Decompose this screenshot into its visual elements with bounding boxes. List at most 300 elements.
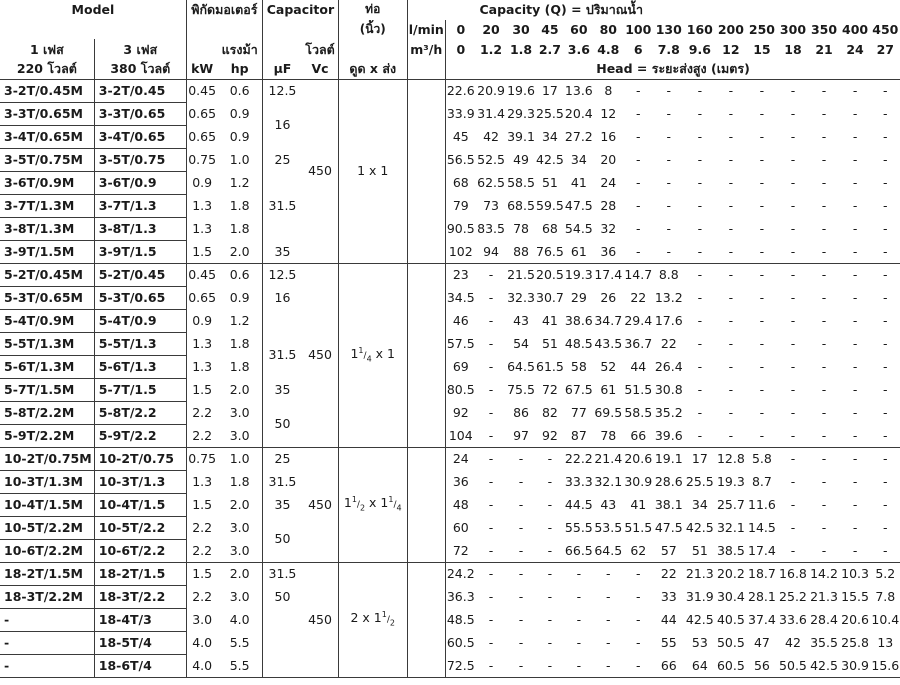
head-value: 13.6: [564, 83, 593, 98]
unit-spacer: [407, 493, 446, 516]
model-1phase: -: [0, 654, 94, 677]
head-value: 42.5: [685, 519, 714, 535]
model-1phase: 3-4T/0.65M: [0, 125, 94, 148]
head-value: 87: [564, 424, 593, 447]
head-value: -: [777, 240, 808, 263]
capacity-header: Capacity (Q) = ปริมาณน้ำ: [479, 2, 643, 18]
head-value: -: [759, 381, 765, 397]
motor-kw: 0.75: [188, 451, 217, 466]
head-value: 20: [600, 151, 617, 167]
head-value: 20.5: [536, 267, 564, 282]
head-value: 75.5: [507, 381, 535, 397]
model-3phase: 3-7T/1.3: [94, 194, 186, 217]
head-value: -: [623, 654, 653, 677]
flow-m3h-5: 4.8: [597, 41, 620, 57]
motor-kw: 1.3: [192, 358, 213, 374]
head-value: -: [790, 404, 796, 420]
head-value: 77: [570, 404, 587, 420]
head-value: 25.5: [536, 105, 564, 121]
pipe-fraction2-denominator: 4: [396, 504, 402, 514]
unit-spacer: [407, 79, 446, 102]
head-value: 42.5: [809, 654, 840, 677]
model-3phase: 3-8T/1.3: [94, 217, 186, 240]
head-value: -: [759, 174, 765, 190]
head-value: 25.5: [685, 473, 714, 489]
flow-m3h-4: 3.6: [567, 41, 590, 57]
head-value: 34: [570, 151, 587, 167]
head-value: 13.2: [654, 289, 683, 305]
model-1phase: 5-7T/1.5M: [0, 378, 94, 401]
head-value: -: [697, 381, 703, 397]
flow-m3h-10: 15: [753, 41, 771, 57]
head-value: 17.4: [746, 539, 777, 562]
capacitor-uf: 31.5: [268, 566, 297, 581]
head-value: -: [821, 151, 827, 167]
head-value: 24: [452, 451, 469, 466]
model-header: Model: [0, 0, 186, 20]
head-value: -: [883, 105, 888, 121]
head-value: -: [697, 312, 703, 328]
model-3phase: 10-4T/1.5: [94, 493, 186, 516]
head-value: -: [728, 381, 734, 397]
head-value: 39.6: [653, 424, 684, 447]
head-value: -: [488, 404, 494, 420]
head-value: -: [883, 220, 888, 236]
flow-lmin-7: 130: [655, 22, 682, 38]
head-value: 31.9: [685, 588, 714, 604]
flow-lmin-13: 400: [842, 22, 869, 38]
capacitor-uf: 31.5: [268, 473, 297, 489]
head-value: 31.4: [477, 105, 505, 121]
head-value: -: [821, 381, 827, 397]
head-value: 7.8: [875, 588, 896, 604]
head-value: -: [666, 151, 672, 167]
head-value: -: [852, 128, 858, 144]
table-row: [0, 378, 900, 401]
head-value: -: [821, 496, 827, 512]
head-value: -: [488, 566, 494, 581]
head-value: 54: [513, 335, 529, 351]
head-value: -: [488, 312, 494, 328]
motor-kw: 0.65: [188, 128, 217, 144]
head-value: 32: [600, 220, 617, 236]
head-value: 104: [446, 424, 476, 447]
head-value: -: [790, 496, 796, 512]
head-value: -: [476, 654, 507, 677]
capacitor-vc: 450: [302, 79, 338, 263]
head-value: -: [809, 539, 840, 562]
table-row: [0, 171, 900, 194]
model-1phase: 5-2T/0.45M: [0, 263, 94, 286]
head-value: -: [623, 240, 653, 263]
head-value: -: [821, 473, 827, 489]
head-value: 34.5: [446, 289, 475, 305]
head-value: -: [821, 519, 827, 535]
head-value: -: [576, 566, 582, 581]
head-value: 78: [513, 220, 529, 236]
head-value: 90.5: [446, 220, 475, 236]
head-value: 82: [541, 404, 558, 420]
model-3phase: 3-6T/0.9: [94, 171, 186, 194]
head-value: -: [666, 174, 672, 190]
head-value: 29.3: [507, 105, 535, 121]
motor-kw: 1.3: [192, 197, 213, 213]
head-value: 38.1: [654, 496, 683, 512]
head-value: 21.4: [594, 451, 623, 466]
head-value: 58.5: [507, 174, 535, 190]
head-value: 17.4: [594, 267, 623, 282]
unit-spacer: [407, 562, 446, 585]
head-value: -: [636, 83, 641, 98]
head-value: -: [488, 611, 494, 627]
flow-m3h-6: 6: [633, 41, 643, 57]
motor-kw: 2.2: [192, 519, 213, 535]
capacitor-vc: 450: [302, 263, 338, 447]
capacitor-uf: 25: [274, 151, 291, 167]
head-value: 32.1: [716, 519, 745, 535]
model-1phase: 10-2T/0.75M: [0, 447, 94, 470]
head-value: -: [759, 151, 765, 167]
head-value: 25.2: [779, 588, 807, 604]
pipe-size: 2 x $1^1/_2$: [338, 562, 407, 677]
volt-header-line1: โวลต์: [302, 39, 338, 59]
head-value: -: [488, 358, 494, 374]
pipe-fraction-numerator: 1: [351, 495, 357, 505]
head-value: -: [790, 105, 796, 121]
table-row: [0, 608, 900, 631]
model-3phase: 18-4T/3: [94, 608, 186, 631]
unit-m3h: m³/h: [407, 39, 446, 59]
motor-hp: 1.8: [217, 194, 262, 217]
head-value: 19.1: [654, 451, 683, 466]
head-value: -: [666, 105, 672, 121]
table-row: [0, 539, 900, 562]
head-value: -: [790, 312, 796, 328]
volt-header-line2: Vc: [302, 59, 338, 79]
head-value: -: [883, 289, 888, 305]
motor-kw: 2.2: [192, 404, 213, 420]
head-value: -: [852, 105, 858, 121]
pipe-size: [338, 79, 407, 263]
head-value: 56: [746, 654, 777, 677]
head-value: -: [728, 267, 734, 282]
head-value: 60: [452, 519, 469, 535]
head-value: -: [728, 83, 734, 98]
head-value: 26: [600, 289, 617, 305]
head-value: -: [476, 424, 507, 447]
head-value: -: [684, 240, 715, 263]
capacitor-uf: 35: [262, 240, 302, 263]
capacitor-header: Capacitor: [262, 0, 338, 20]
head-value: -: [777, 424, 808, 447]
head-value: 35.5: [810, 634, 838, 650]
flow-m3h-1: 1.2: [479, 41, 503, 57]
head-value: 51: [541, 174, 558, 190]
phase1-line1: 1 เฟส: [0, 39, 94, 59]
head-value: 19.3: [716, 473, 745, 489]
table-row: [0, 493, 900, 516]
head-value: 69.5: [594, 404, 623, 420]
pipe-size: $1^1/_4$ x 1: [338, 263, 407, 447]
head-value: -: [488, 519, 494, 535]
table-row: [0, 125, 900, 148]
head-value: -: [852, 519, 858, 535]
head-value: -: [697, 197, 703, 213]
head-value: -: [852, 83, 858, 98]
table-body: [0, 79, 900, 677]
motor-kw: 1.3: [192, 473, 213, 489]
head-value: -: [697, 289, 703, 305]
model-3phase: 18-3T/2.2: [94, 585, 186, 608]
motor-hp: 2.0: [217, 562, 262, 585]
head-value: -: [636, 105, 641, 121]
head-value: 64.5: [507, 358, 535, 374]
model-3phase: 5-4T/0.9: [94, 309, 186, 332]
head-value: 51.5: [624, 519, 653, 535]
head-value: 68: [452, 174, 469, 190]
head-value: -: [883, 267, 888, 282]
head-value: -: [547, 566, 553, 581]
unit-spacer: [407, 171, 446, 194]
head-value: 79: [452, 197, 469, 213]
head-value: 78: [593, 424, 623, 447]
head-value: -: [821, 174, 827, 190]
head-value: -: [547, 519, 553, 535]
head-value: -: [636, 220, 641, 236]
head-value: -: [883, 151, 888, 167]
flow-lmin-4: 60: [570, 22, 588, 38]
head-value: -: [883, 358, 888, 374]
table-row: [0, 148, 900, 171]
capacitor-uf: 50: [274, 588, 291, 604]
head-value: -: [728, 312, 734, 328]
flow-m3h-14: 27: [876, 41, 894, 57]
head-value: 41: [541, 312, 558, 328]
flow-m3h-8: 9.6: [688, 41, 711, 57]
flow-lmin-0: 0: [456, 22, 466, 38]
motor-header: พิกัดมอเตอร์: [186, 0, 262, 20]
head-value: -: [697, 404, 703, 420]
head-value: -: [746, 424, 777, 447]
pipe-fraction2-numerator: 1: [388, 495, 394, 505]
pipe-size-tail: x 1: [371, 346, 395, 362]
head-value: -: [759, 128, 765, 144]
head-value: 5.2: [875, 566, 896, 581]
head-value: 86: [513, 404, 529, 420]
table-row: [0, 585, 900, 608]
head-value: -: [728, 151, 734, 167]
model-1phase: 3-5T/0.75M: [0, 148, 94, 171]
motor-hp: 3.0: [217, 516, 262, 539]
head-value: 17: [691, 451, 708, 466]
head-value: 58: [570, 358, 587, 374]
head-value: 21.3: [685, 566, 714, 581]
motor-hp: 0.9: [217, 102, 262, 125]
motor-kw: 4.0: [192, 634, 213, 650]
table-row: [0, 263, 900, 286]
head-value: -: [593, 654, 623, 677]
head-value: 47.5: [564, 197, 593, 213]
head-value: -: [790, 519, 796, 535]
capacitor-uf: 35: [274, 496, 291, 512]
motor-hp: 0.9: [217, 286, 262, 309]
head-value: -: [759, 335, 765, 351]
head-value: 26.4: [654, 358, 683, 374]
table-row: [0, 79, 900, 102]
table-row: [0, 401, 900, 424]
head-value: -: [576, 634, 582, 650]
capacitor-uf: 31.5: [268, 347, 297, 363]
head-value: 38.5: [715, 539, 746, 562]
head-value: -: [697, 83, 703, 98]
head-value: -: [636, 197, 641, 213]
flow-lmin-2: 30: [512, 22, 530, 38]
head-value: 92: [535, 424, 564, 447]
head-value: -: [852, 381, 858, 397]
flow-m3h-3: 2.7: [538, 41, 562, 57]
head-value: -: [840, 240, 871, 263]
hp-header-line2: hp: [217, 59, 262, 79]
motor-hp: 2.0: [217, 378, 262, 401]
model-3phase: 5-5T/1.3: [94, 332, 186, 355]
head-value: -: [821, 358, 827, 374]
motor-kw: 0.75: [188, 151, 217, 167]
unit-spacer: [407, 585, 446, 608]
head-value: -: [518, 588, 524, 604]
capacitor-uf: 31.5: [268, 197, 297, 213]
head-header: Head = ระยะส่งสูง (เมตร): [446, 59, 900, 79]
table-row: [0, 516, 900, 539]
head-value: 43: [600, 496, 617, 512]
head-value: 57.5: [446, 335, 475, 351]
head-value: -: [821, 289, 827, 305]
head-value: 54.5: [564, 220, 593, 236]
head-value: -: [606, 566, 611, 581]
head-value: -: [883, 519, 888, 535]
motor-hp: 4.0: [217, 608, 262, 631]
model-3phase: 5-7T/1.5: [94, 378, 186, 401]
head-value: -: [606, 611, 611, 627]
head-value: -: [759, 404, 765, 420]
head-value: -: [547, 634, 553, 650]
head-value: -: [790, 451, 796, 466]
head-value: 47: [753, 634, 770, 650]
head-value: 46: [452, 312, 469, 328]
flow-m3h-12: 21: [815, 41, 833, 57]
head-value: -: [883, 381, 888, 397]
head-value: -: [518, 519, 524, 535]
head-value: 48.5: [564, 335, 593, 351]
head-value: -: [535, 539, 564, 562]
unit-spacer: [407, 654, 446, 677]
head-value: 13: [877, 634, 894, 650]
table-row: [0, 102, 900, 125]
head-value: -: [488, 381, 494, 397]
head-value: 55: [660, 634, 677, 650]
model-1phase: 5-4T/0.9M: [0, 309, 94, 332]
head-value: 32.3: [507, 289, 535, 305]
head-value: -: [666, 128, 672, 144]
head-value: 30.9: [624, 473, 653, 489]
head-value: 76.5: [535, 240, 564, 263]
head-value: -: [821, 220, 827, 236]
head-value: 34: [691, 496, 708, 512]
model-3phase: 18-2T/1.5: [94, 562, 186, 585]
head-value: -: [790, 335, 796, 351]
head-value: 8: [604, 83, 613, 98]
pipe-fraction-denominator: 2: [359, 504, 366, 514]
head-value: 19.3: [564, 267, 593, 282]
hp-header-line1: แรงม้า: [217, 39, 262, 59]
table-row: [0, 286, 900, 309]
motor-hp: 5.5: [217, 654, 262, 677]
capacitor-uf: [262, 608, 302, 677]
head-value: 72: [446, 539, 476, 562]
head-value: 64: [684, 654, 715, 677]
model-3phase: 5-6T/1.3: [94, 355, 186, 378]
head-value: 21.3: [810, 588, 838, 604]
head-value: -: [759, 289, 765, 305]
head-value: -: [821, 197, 827, 213]
head-value: -: [821, 451, 827, 466]
head-value: -: [547, 588, 553, 604]
head-value: 36: [452, 473, 469, 489]
capacitor-uf: 12.5: [268, 267, 297, 282]
motor-hp: 1.0: [217, 447, 262, 470]
head-value: 45: [452, 128, 469, 144]
unit-spacer: [407, 470, 446, 493]
head-value: 28.6: [654, 473, 683, 489]
head-value: -: [564, 654, 593, 677]
head-value: -: [809, 240, 840, 263]
model-1phase: 5-9T/2.2M: [0, 424, 94, 447]
head-value: 20.2: [716, 566, 745, 581]
head-value: -: [488, 473, 494, 489]
table-row: [0, 332, 900, 355]
head-value: 17.6: [654, 312, 683, 328]
head-value: 44.5: [564, 496, 593, 512]
head-value: -: [852, 496, 858, 512]
head-value: 33: [660, 588, 677, 604]
head-value: 38.6: [564, 312, 593, 328]
head-value: 29.4: [624, 312, 653, 328]
head-value: 73: [483, 197, 499, 213]
head-value: -: [606, 588, 611, 604]
head-value: 23: [452, 267, 469, 282]
motor-hp: 1.2: [217, 309, 262, 332]
head-value: 50.5: [716, 634, 745, 650]
model-1phase: 5-8T/2.2M: [0, 401, 94, 424]
head-value: 22: [630, 289, 647, 305]
head-value: -: [488, 289, 494, 305]
head-value: 39.1: [507, 128, 535, 144]
head-value: -: [852, 220, 858, 236]
head-value: -: [852, 197, 858, 213]
unit-spacer: [407, 516, 446, 539]
head-value: 30.8: [654, 381, 683, 397]
head-value: -: [488, 451, 494, 466]
head-value: -: [684, 424, 715, 447]
head-value: 5.8: [751, 451, 772, 466]
motor-hp: 0.6: [217, 79, 262, 102]
head-value: -: [715, 424, 746, 447]
head-value: 20.4: [564, 105, 593, 121]
motor-kw: 3.0: [192, 611, 213, 627]
model-3phase: 3-4T/0.65: [94, 125, 186, 148]
head-value: 37.4: [748, 611, 776, 627]
head-value: 66: [623, 424, 653, 447]
head-value: 33.9: [446, 105, 475, 121]
